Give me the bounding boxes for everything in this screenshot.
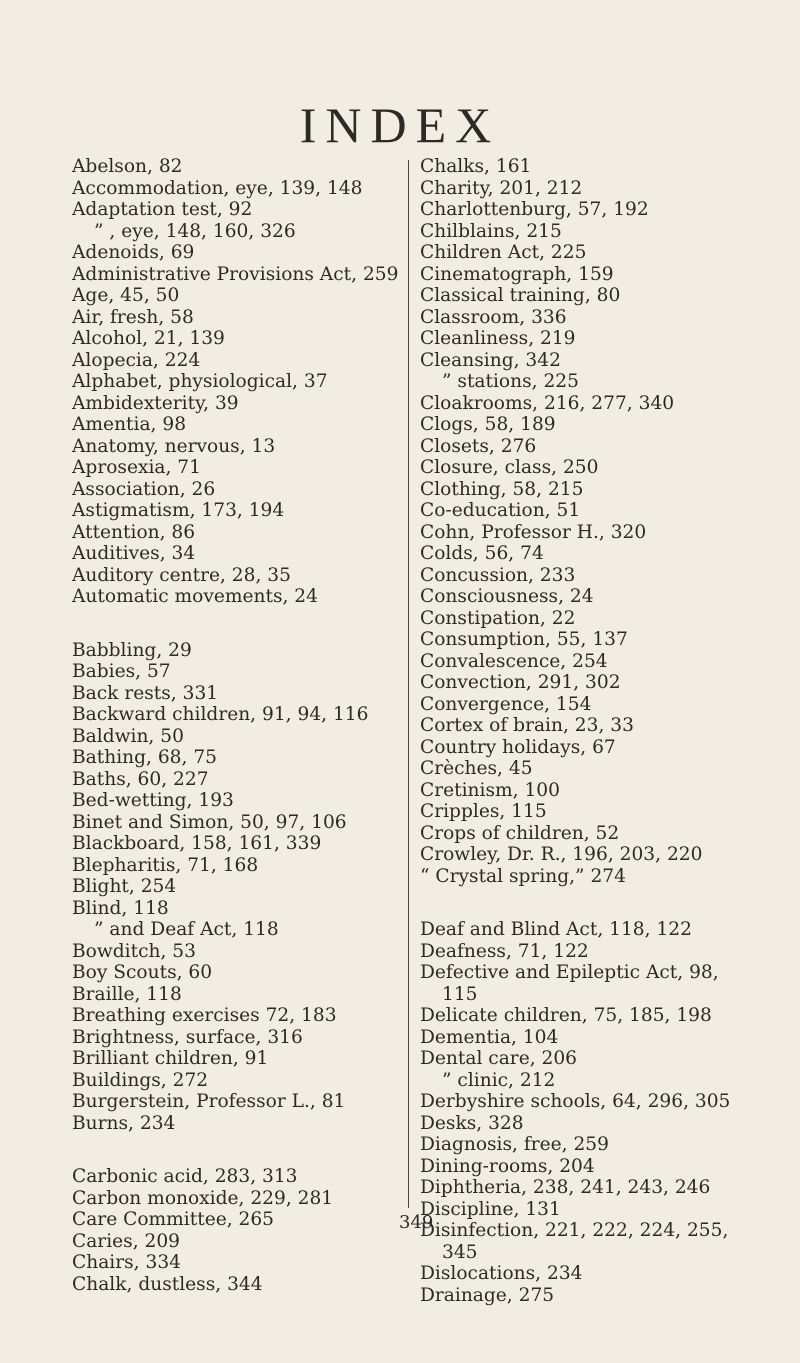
index-entry: Brilliant children, 91 (72, 1048, 269, 1069)
index-entry: Chalk, dustless, 344 (72, 1273, 263, 1295)
index-entry: Automatic movements, 24 (72, 586, 318, 607)
index-entry: Adaptation test, 92 (72, 199, 253, 220)
index-entry: Blackboard, 158, 161, 339 (72, 833, 322, 854)
index-entry: Cleanliness, 219 (420, 328, 576, 349)
index-entry: Crowley, Dr. R., 196, 203, 220 (420, 844, 703, 865)
index-entry: Auditory centre, 28, 35 (72, 564, 291, 586)
index-entry: Breathing exercises 72, 183 (72, 1005, 337, 1026)
index-entry: Convection, 291, 302 (420, 672, 621, 693)
page-number: 349 (399, 1212, 434, 1233)
index-entry: Chilblains, 215 (420, 220, 562, 242)
index-entry: Consumption, 55, 137 (420, 629, 628, 650)
index-entry: Caries, 209 (72, 1230, 181, 1252)
index-entry: Derbyshire schools, 64, 296, 305 (420, 1091, 731, 1112)
index-entry: 345 (442, 1241, 478, 1263)
index-entry: Aprosexia, 71 (72, 457, 201, 478)
index-entry: Constipation, 22 (420, 607, 576, 629)
index-entry: Classroom, 336 (420, 306, 567, 328)
index-entry: Dislocations, 234 (420, 1263, 583, 1284)
index-entry: Crèches, 45 (420, 758, 533, 779)
index-entry: Chairs, 334 (72, 1252, 181, 1273)
index-entry: Alcohol, 21, 139 (72, 328, 225, 349)
index-entry: Buildings, 272 (72, 1069, 209, 1091)
index-entry: Convergence, 154 (420, 693, 592, 715)
index-entry: Colds, 56, 74 (420, 543, 544, 564)
index-entry: Anatomy, nervous, 13 (72, 435, 276, 457)
index-entry: Age, 45, 50 (72, 285, 180, 306)
index-entry: ” stations, 225 (442, 371, 579, 392)
index-entry: Delicate children, 75, 185, 198 (420, 1005, 712, 1026)
index-entry: Babies, 57 (72, 661, 171, 682)
index-entry: Cripples, 115 (420, 801, 547, 822)
index-entry: Chalks, 161 (420, 156, 532, 177)
index-entry: Defective and Epileptic Act, 98, (420, 962, 719, 983)
index-entry: Convalescence, 254 (420, 650, 608, 672)
index-entry: Cloakrooms, 216, 277, 340 (420, 392, 675, 414)
index-entry: Deafness, 71, 122 (420, 940, 589, 962)
index-entry: Alopecia, 224 (72, 349, 201, 371)
index-entry: Disinfection, 221, 222, 224, 255, (420, 1220, 729, 1241)
index-entry: Auditives, 34 (72, 543, 196, 564)
column-divider (408, 160, 409, 1208)
index-column-right (420, 156, 790, 1306)
index-entry: Desks, 328 (420, 1112, 524, 1134)
index-entry: Consciousness, 24 (420, 586, 594, 607)
index-entry: Adenoids, 69 (72, 242, 195, 263)
index-entry: Bed-wetting, 193 (72, 790, 234, 811)
index-entry: Country holidays, 67 (420, 736, 616, 758)
index-entry: 115 (442, 983, 478, 1005)
index-entry: Cortex of brain, 23, 33 (420, 715, 634, 736)
index-entry: Alphabet, physiological, 37 (72, 371, 328, 392)
index-entry: Blind, 118 (72, 897, 169, 919)
index-entry: Diphtheria, 238, 241, 243, 246 (420, 1177, 711, 1198)
index-entry: Deaf and Blind Act, 118, 122 (420, 919, 692, 940)
index-entry: ” , eye, 148, 160, 326 (94, 220, 296, 242)
section-gap (420, 887, 790, 919)
index-entry: Clothing, 58, 215 (420, 478, 584, 500)
index-entry: Dental care, 206 (420, 1048, 578, 1069)
index-entry: Baldwin, 50 (72, 725, 184, 747)
index-entry: Blight, 254 (72, 876, 177, 897)
index-entry: Abelson, 82 (72, 156, 183, 177)
index-entry: Care Committee, 265 (72, 1209, 275, 1230)
index-entry: Charlottenburg, 57, 192 (420, 199, 649, 220)
page-title: INDEX (299, 97, 501, 153)
index-entry: Attention, 86 (72, 521, 196, 543)
index-entry: Concussion, 233 (420, 564, 576, 586)
index-entry: Dining-rooms, 204 (420, 1155, 595, 1177)
index-entry: Discipline, 131 (420, 1198, 561, 1220)
index-entry: Diagnosis, free, 259 (420, 1134, 609, 1155)
index-entry: Carbonic acid, 283, 313 (72, 1166, 298, 1187)
index-entry: Administrative Provisions Act, 259 (72, 263, 399, 285)
index-entry: Association, 26 (72, 478, 216, 500)
index-entry: Boy Scouts, 60 (72, 962, 213, 983)
index-entry: Blepharitis, 71, 168 (72, 854, 259, 876)
section-gap (72, 1134, 402, 1166)
index-entry: ” and Deaf Act, 118 (94, 919, 279, 940)
index-entry: Children Act, 225 (420, 242, 587, 263)
index-entry: Co-education, 51 (420, 500, 581, 521)
index-entry: Dementia, 104 (420, 1026, 559, 1048)
index-entry: Cleansing, 342 (420, 349, 561, 371)
index-entry: Braille, 118 (72, 983, 182, 1005)
index-entry: Astigmatism, 173, 194 (72, 500, 285, 521)
index-entry: “ Crystal spring,” 274 (420, 865, 626, 887)
index-entry: Crops of children, 52 (420, 822, 620, 844)
index-entry: Charity, 201, 212 (420, 177, 583, 199)
index-entry: Back rests, 331 (72, 682, 219, 704)
index-entry: Bowditch, 53 (72, 940, 196, 962)
index-entry: Ambidexterity, 39 (72, 392, 239, 414)
index-entry: Brightness, surface, 316 (72, 1026, 303, 1048)
index-entry: Babbling, 29 (72, 639, 192, 661)
index-entry: Accommodation, eye, 139, 148 (72, 177, 363, 199)
index-entry: Bathing, 68, 75 (72, 747, 217, 768)
index-entry: Cinematograph, 159 (420, 263, 614, 285)
index-entry: Carbon monoxide, 229, 281 (72, 1187, 334, 1209)
index-entry: Burgerstein, Professor L., 81 (72, 1091, 346, 1112)
index-entry: Cretinism, 100 (420, 779, 560, 801)
index-entry: Classical training, 80 (420, 285, 621, 306)
index-entry: ” clinic, 212 (442, 1069, 556, 1091)
index-entry: Drainage, 275 (420, 1284, 555, 1306)
index-entry: Closets, 276 (420, 435, 537, 457)
index-entry: Baths, 60, 227 (72, 768, 209, 790)
index-column-left (72, 156, 402, 1295)
index-entry: Burns, 234 (72, 1112, 176, 1134)
index-entry: Clogs, 58, 189 (420, 414, 556, 435)
index-entry: Closure, class, 250 (420, 457, 599, 478)
index-entry: Cohn, Professor H., 320 (420, 521, 647, 543)
index-entry: Amentia, 98 (72, 414, 187, 435)
index-entry: Air, fresh, 58 (72, 306, 194, 328)
section-gap (72, 608, 402, 640)
index-entry: Backward children, 91, 94, 116 (72, 704, 369, 725)
index-entry: Binet and Simon, 50, 97, 106 (72, 811, 347, 833)
